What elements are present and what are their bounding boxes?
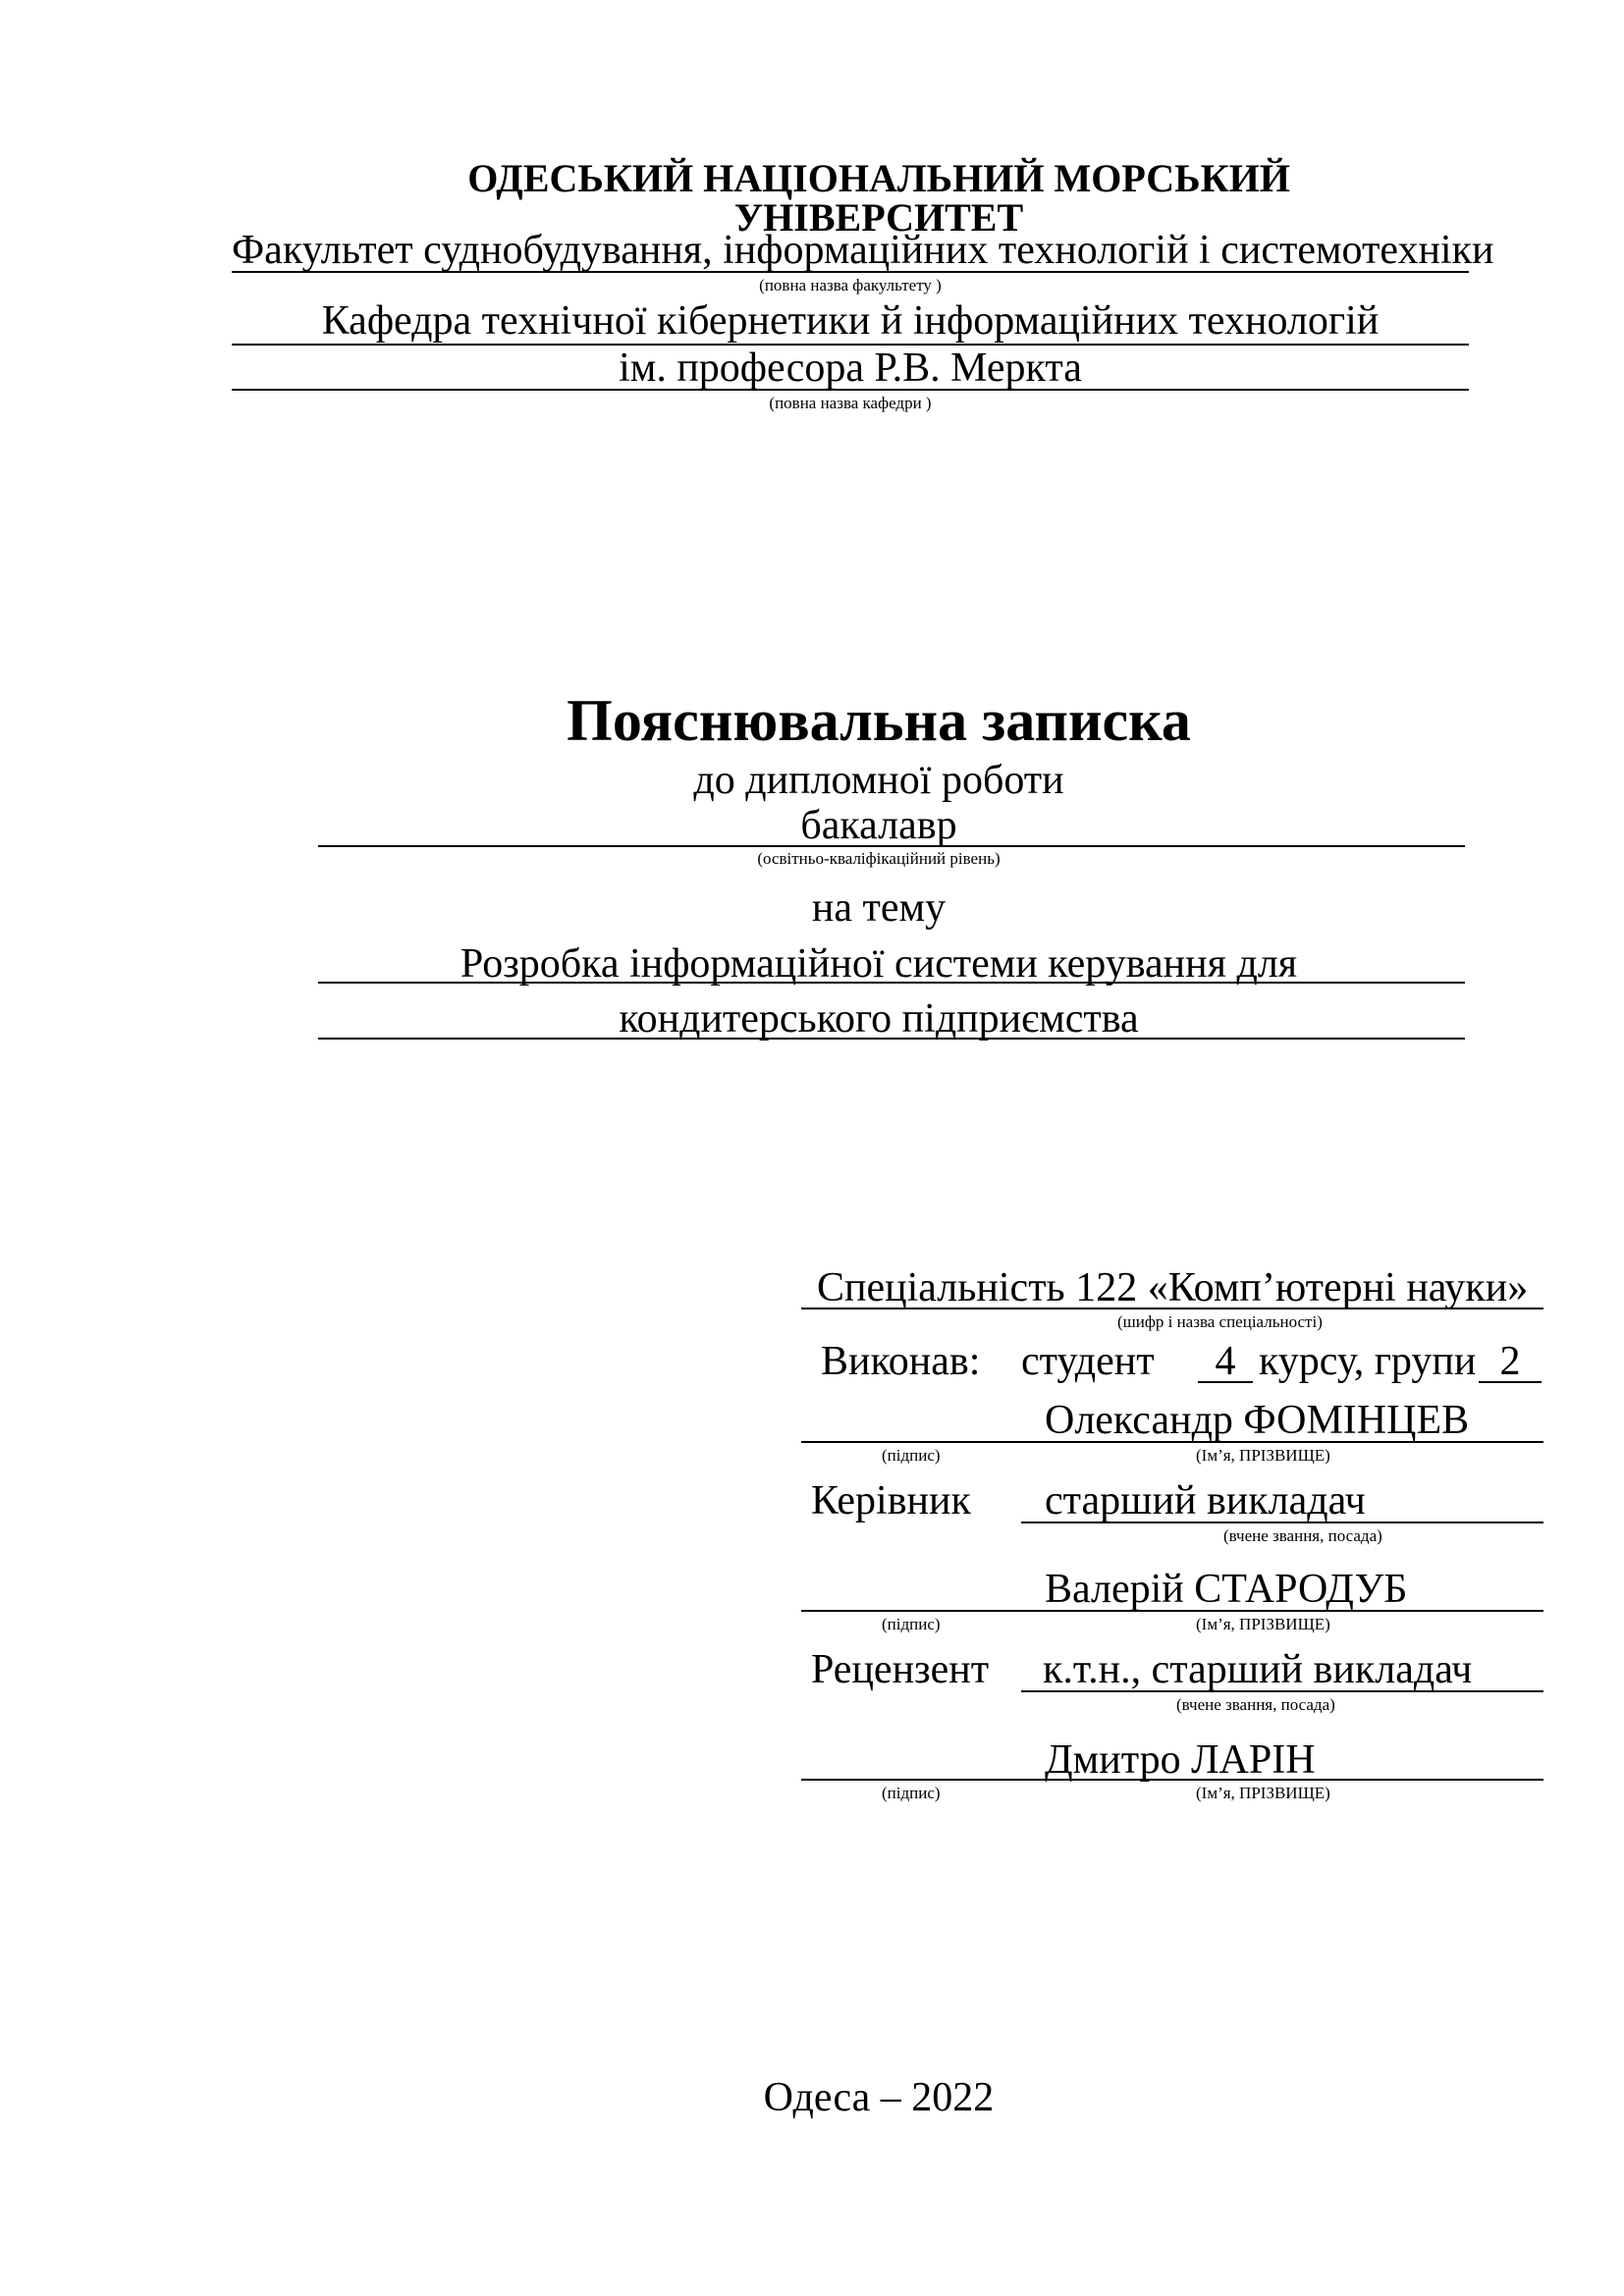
course-underline	[1198, 1381, 1253, 1383]
document-title: Пояснювальна записка	[567, 688, 1191, 753]
reviewer-label: Рецензент	[811, 1647, 990, 1692]
department-underline-2	[232, 389, 1469, 391]
student-signature-hint: (підпис)	[882, 1446, 941, 1465]
supervisor-name-hint: (Ім’я, ПРІЗВИЩЕ)	[1196, 1615, 1330, 1633]
reviewer-name-underline	[801, 1779, 1543, 1781]
specialty-hint: (шифр і назва спеціальності)	[1117, 1312, 1323, 1331]
topic-underline-2	[318, 1038, 1465, 1040]
supervisor-signature-hint: (підпис)	[882, 1615, 941, 1633]
student-name: Олександр ФОМІНЦЕВ	[1045, 1398, 1470, 1443]
topic-underline-1	[318, 982, 1465, 984]
topic-label: на тему	[811, 885, 947, 931]
city-year: Одеса – 2022	[763, 2075, 995, 2120]
reviewer-position-hint: (вчене звання, посада)	[1176, 1695, 1335, 1714]
reviewer-name-hint: (Ім’я, ПРІЗВИЩЕ)	[1196, 1784, 1330, 1802]
topic-line1: Розробка інформаційної системи керування для	[460, 941, 1298, 987]
document-subtitle: до дипломної роботи	[693, 758, 1064, 803]
supervisor-name: Валерій СТАРОДУБ	[1045, 1567, 1408, 1612]
topic-line2: кондитерського підприємства	[619, 996, 1139, 1041]
reviewer-signature-hint: (підпис)	[882, 1784, 941, 1802]
faculty-hint: (повна назва факультету )	[759, 276, 942, 294]
supervisor-position: старший викладач	[1045, 1478, 1366, 1523]
department-hint: (повна назва кафедри )	[769, 394, 932, 412]
education-level: бакалавр	[800, 803, 957, 848]
level-underline	[318, 845, 1465, 847]
specialty: Спеціальність 122 «Комп’ютерні науки»	[817, 1265, 1529, 1310]
group-underline	[1479, 1381, 1542, 1383]
course-group-label: курсу, групи	[1259, 1339, 1477, 1384]
university-name: ОДЕСЬКИЙ НАЦІОНАЛЬНИЙ МОРСЬКИЙ УНІВЕРСИТЕТ	[467, 156, 1290, 240]
faculty-name: Факультет суднобудування, інформаційних технологій і системотехніки	[232, 228, 1494, 273]
supervisor-name-underline	[801, 1610, 1543, 1612]
supervisor-position-hint: (вчене звання, посада)	[1223, 1526, 1382, 1545]
performer-label: Виконав:	[821, 1339, 981, 1384]
reviewer-position: к.т.н., старший викладач	[1043, 1647, 1473, 1692]
faculty-underline	[232, 271, 1469, 273]
reviewer-position-underline	[1021, 1690, 1543, 1692]
department-name-line1: Кафедра технічної кібернетики й інформаційних технологій	[321, 298, 1380, 344]
supervisor-label: Керівник	[811, 1478, 971, 1523]
group-number: 2	[1499, 1339, 1521, 1384]
student-name-underline	[801, 1441, 1543, 1443]
supervisor-position-underline	[1021, 1522, 1543, 1523]
level-hint: (освітньо-кваліфікаційний рівень)	[757, 849, 1001, 868]
specialty-underline	[801, 1308, 1543, 1309]
student-name-hint: (Ім’я, ПРІЗВИЩЕ)	[1196, 1446, 1330, 1465]
department-name-line2: ім. професора Р.В. Меркта	[619, 346, 1082, 391]
student-label: студент	[1021, 1339, 1155, 1384]
reviewer-name: Дмитро ЛАРІН	[1045, 1737, 1316, 1783]
course-number: 4	[1215, 1339, 1236, 1384]
